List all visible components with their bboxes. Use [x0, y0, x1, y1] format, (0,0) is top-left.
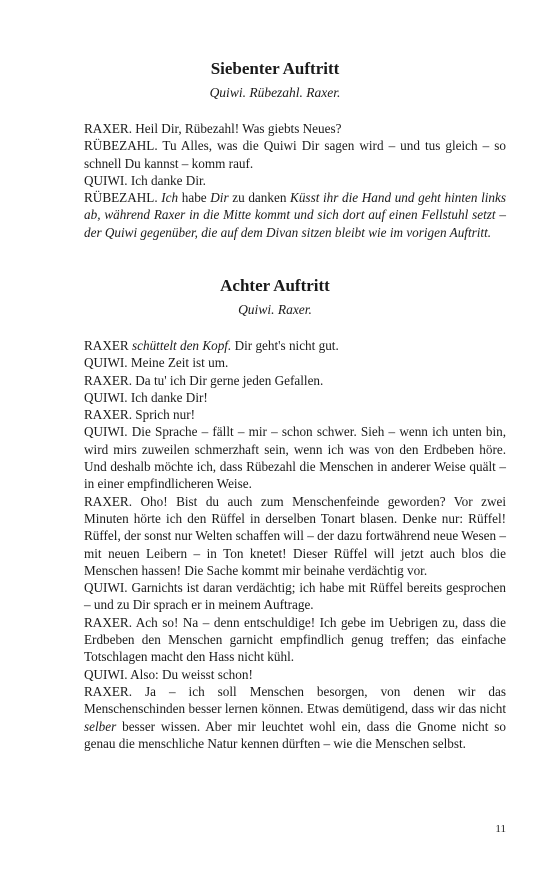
dialogue-line: [84, 614, 506, 666]
dialogue-text: RAXER. Ach so! Na – denn entschuldige! Ich gebe im Uebrigen zu, dass die Erdbeben den Menschen garnicht empfindlich genug treffen; das einfache Totschlagen macht den Hass nicht kühl.: [84, 614, 506, 665]
dialogue-text: RÜBEZAHL. Tu Alles, was die Quiwi Dir sagen wird – und tus gleich – so schnell Du kannst – komm rauf.: [84, 138, 506, 171]
dialogue-text: habe: [178, 190, 211, 206]
dialogue-line: [84, 372, 506, 389]
dialogue-text: QUIWI. Ich danke Dir.: [84, 172, 206, 188]
scene-8-characters: Quiwi. Raxer.: [238, 302, 312, 317]
dialogue-text: QUIWI. Meine Zeit ist um.: [84, 355, 229, 371]
dialogue-text: RAXER. Heil Dir, Rübezahl! Was giebts Neues?: [84, 121, 342, 136]
stage-direction: Ich: [161, 190, 179, 206]
scene-8-title: Achter Auftritt: [220, 276, 330, 295]
dialogue-text: Dir geht's nicht gut.: [231, 338, 339, 353]
dialogue-line: [84, 389, 506, 406]
scene-7-characters: Quiwi. Rübezahl. Raxer.: [209, 85, 341, 100]
dialogue-text: besser wissen. Aber mir leuchtet wohl ein, dass die Gnome nicht so genau die menschliche Natur kennen dürften – wie die Menschen selbst.: [84, 718, 506, 751]
dialogue-text: RAXER. Oho! Bist du auch zum Menschenfeinde geworden? Vor zwei Minuten hörte ich den Rüffel in derselben Tonart blasen. Denke nur: Rüffel! Rüffel, der sonst nur Welten schaffen will – der dazu fortwährend neue Wesen – mit neuen Leibern – in Ton knetet! Dieser Rüffel will jetzt auch blos die Menschen hassen! Die Sache kommt mir beinahe verdächtig vor.: [84, 493, 506, 578]
dialogue-text: RÜBEZAHL.: [84, 190, 162, 206]
dialogue-text: RAXER. Da tu' ich Dir gerne jeden Gefallen.: [84, 372, 324, 388]
dialogue-line: [84, 579, 506, 614]
dialogue-text: QUIWI. Die Sprache – fällt – mir – schon schwer. Sieh – wenn ich unten bin, wird mirs zuweilen schmerzhaft sein, wenn ich was von den Erdbeben höre. Und deshalb möchte ich, dass Rübezahl die Menschen in anderer Weise quält – in einer empfindlicheren Weise.: [84, 424, 506, 492]
dialogue-line: [84, 354, 506, 371]
dialogue-line: [84, 189, 506, 241]
scene-7-title: Siebenter Auftritt: [210, 59, 340, 78]
dialogue-line: [84, 493, 506, 579]
dialogue-line: [84, 666, 506, 683]
dialogue-line: [84, 423, 506, 492]
dialogue-line: [84, 172, 506, 189]
dialogue-text: RAXER. Sprich nur!: [84, 407, 195, 423]
dialogue-line: [84, 137, 506, 172]
stage-direction: selber: [84, 718, 117, 734]
scene-7-dialogue: [84, 120, 506, 241]
page-number: 11: [495, 823, 506, 835]
dialogue-text: zu danken: [228, 190, 291, 206]
dialogue-line: [84, 406, 506, 423]
stage-direction: schüttelt den Kopf.: [132, 338, 232, 353]
dialogue-text: QUIWI. Ich danke Dir!: [84, 389, 208, 405]
stage-direction: Küsst ihr die Hand und geht hinten links ab, während Raxer in die Mitte kommt und sich dort auf einen Fellstuhl setzt – der Quiwi gegenüber, die auf dem Divan sitzen bleibt wie im vorigen Auftritt.: [84, 190, 506, 240]
dialogue-line: [84, 120, 506, 137]
dialogue-text: QUIWI. Garnichts ist daran verdächtig; ich habe mit Rüffel bereits gesprochen – und zu Dir sprach er in meinem Auftrage.: [84, 580, 506, 613]
dialogue-text: QUIWI. Also: Du weisst schon!: [84, 666, 253, 682]
dialogue-line: [84, 337, 506, 354]
dialogue-line: [84, 683, 506, 752]
stage-direction: Dir: [210, 190, 229, 206]
dialogue-text: RAXER: [84, 338, 132, 353]
scene-8-dialogue: [84, 337, 506, 752]
dialogue-text: RAXER. Ja – ich soll Menschen besorgen, von denen wir das Menschenschinden besser lernen können. Etwas demütigend, dass wir das nicht: [84, 683, 506, 717]
